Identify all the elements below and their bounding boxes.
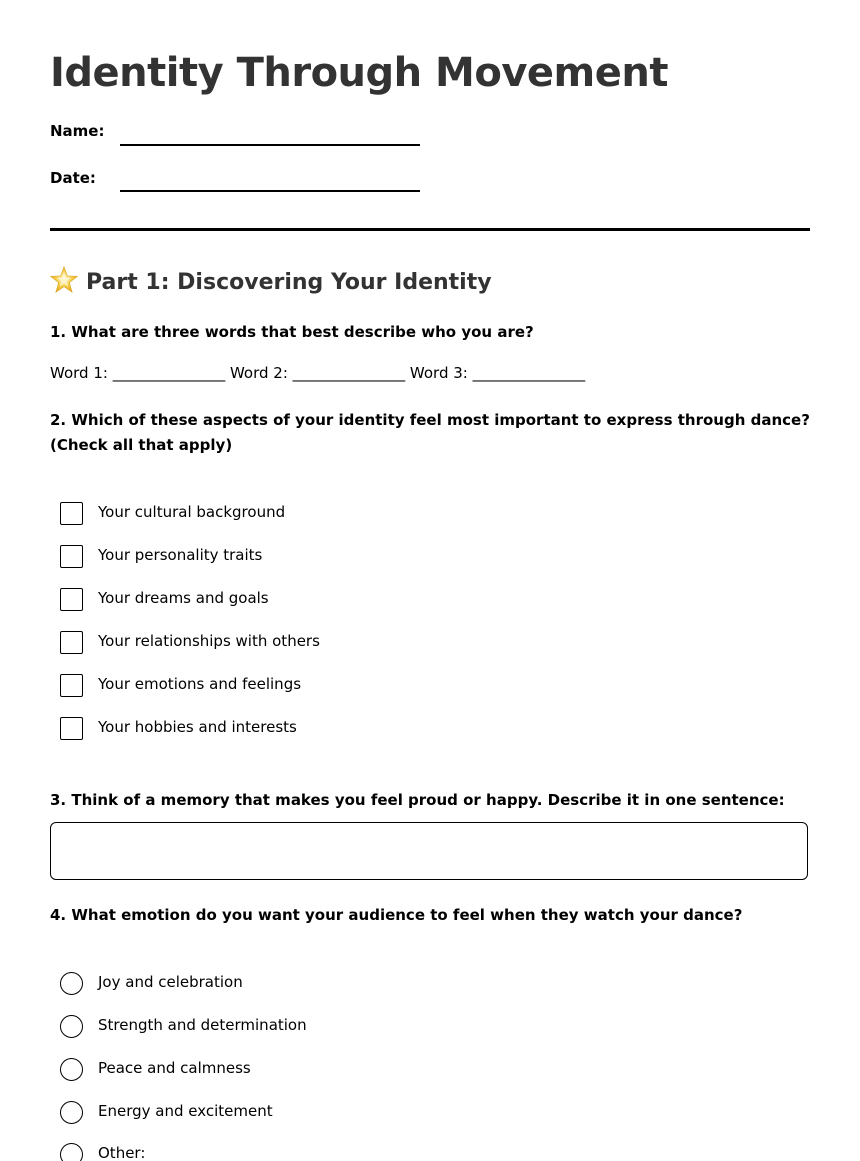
checkbox[interactable]: [60, 545, 83, 568]
checkbox[interactable]: [60, 631, 83, 654]
word-answer-line[interactable]: Word 1: _______________ Word 2: _______________ Word 3: _______________: [50, 364, 586, 382]
radio-button[interactable]: [60, 1143, 83, 1161]
radio-button[interactable]: [60, 1058, 83, 1081]
star-icon: [50, 266, 78, 294]
date-field[interactable]: [50, 169, 470, 199]
checkbox-label: Your personality traits: [98, 546, 263, 564]
checkbox-option[interactable]: [60, 545, 560, 571]
radio-label: Joy and celebration: [98, 973, 243, 991]
radio-label: Strength and determination: [98, 1016, 307, 1034]
radio-option[interactable]: [60, 972, 560, 998]
checkbox[interactable]: [60, 588, 83, 611]
checkbox-option[interactable]: [60, 674, 560, 700]
checkbox-option[interactable]: [60, 631, 560, 657]
checkbox-option[interactable]: [60, 588, 560, 614]
checkbox-label: Your cultural background: [98, 503, 286, 521]
radio-label: Energy and excitement: [98, 1102, 273, 1120]
radio-button[interactable]: [60, 1015, 83, 1038]
name-input-line[interactable]: [120, 144, 420, 146]
radio-button[interactable]: [60, 1101, 83, 1124]
radio-option[interactable]: [60, 1015, 560, 1041]
checkbox[interactable]: [60, 674, 83, 697]
checkbox-option[interactable]: [60, 717, 560, 743]
question-1: 1. What are three words that best describe who you are?: [50, 323, 534, 341]
question-4: 4. What emotion do you want your audience to feel when they watch your dance?: [50, 906, 743, 924]
date-input-line[interactable]: [120, 190, 420, 192]
checkbox-label: Your emotions and feelings: [98, 675, 302, 693]
date-label: Date:: [50, 169, 96, 187]
checkbox-label: Your relationships with others: [98, 632, 320, 650]
checkbox-label: Your hobbies and interests: [98, 718, 297, 736]
name-label: Name:: [50, 122, 105, 140]
question-3: 3. Think of a memory that makes you feel proud or happy. Describe it in one sentence:: [50, 791, 785, 809]
radio-option[interactable]: [60, 1101, 560, 1127]
checkbox-option[interactable]: [60, 502, 560, 528]
checkbox[interactable]: [60, 717, 83, 740]
section-title-text: Part 1: Discovering Your Identity: [86, 270, 492, 295]
checkbox[interactable]: [60, 502, 83, 525]
radio-button[interactable]: [60, 972, 83, 995]
radio-option[interactable]: [60, 1143, 560, 1161]
radio-option[interactable]: [60, 1058, 560, 1084]
checkbox-label: Your dreams and goals: [98, 589, 269, 607]
page-title: Identity Through Movement: [50, 50, 668, 96]
section-title-part1: [50, 266, 492, 295]
name-field[interactable]: [50, 122, 470, 152]
header-divider: [50, 228, 810, 231]
radio-label: Other:: [98, 1144, 146, 1161]
memory-answer-box[interactable]: [50, 822, 808, 880]
radio-label: Peace and calmness: [98, 1059, 251, 1077]
question-2: 2. Which of these aspects of your identity feel most important to express through dance? (Check all that apply): [50, 411, 810, 454]
